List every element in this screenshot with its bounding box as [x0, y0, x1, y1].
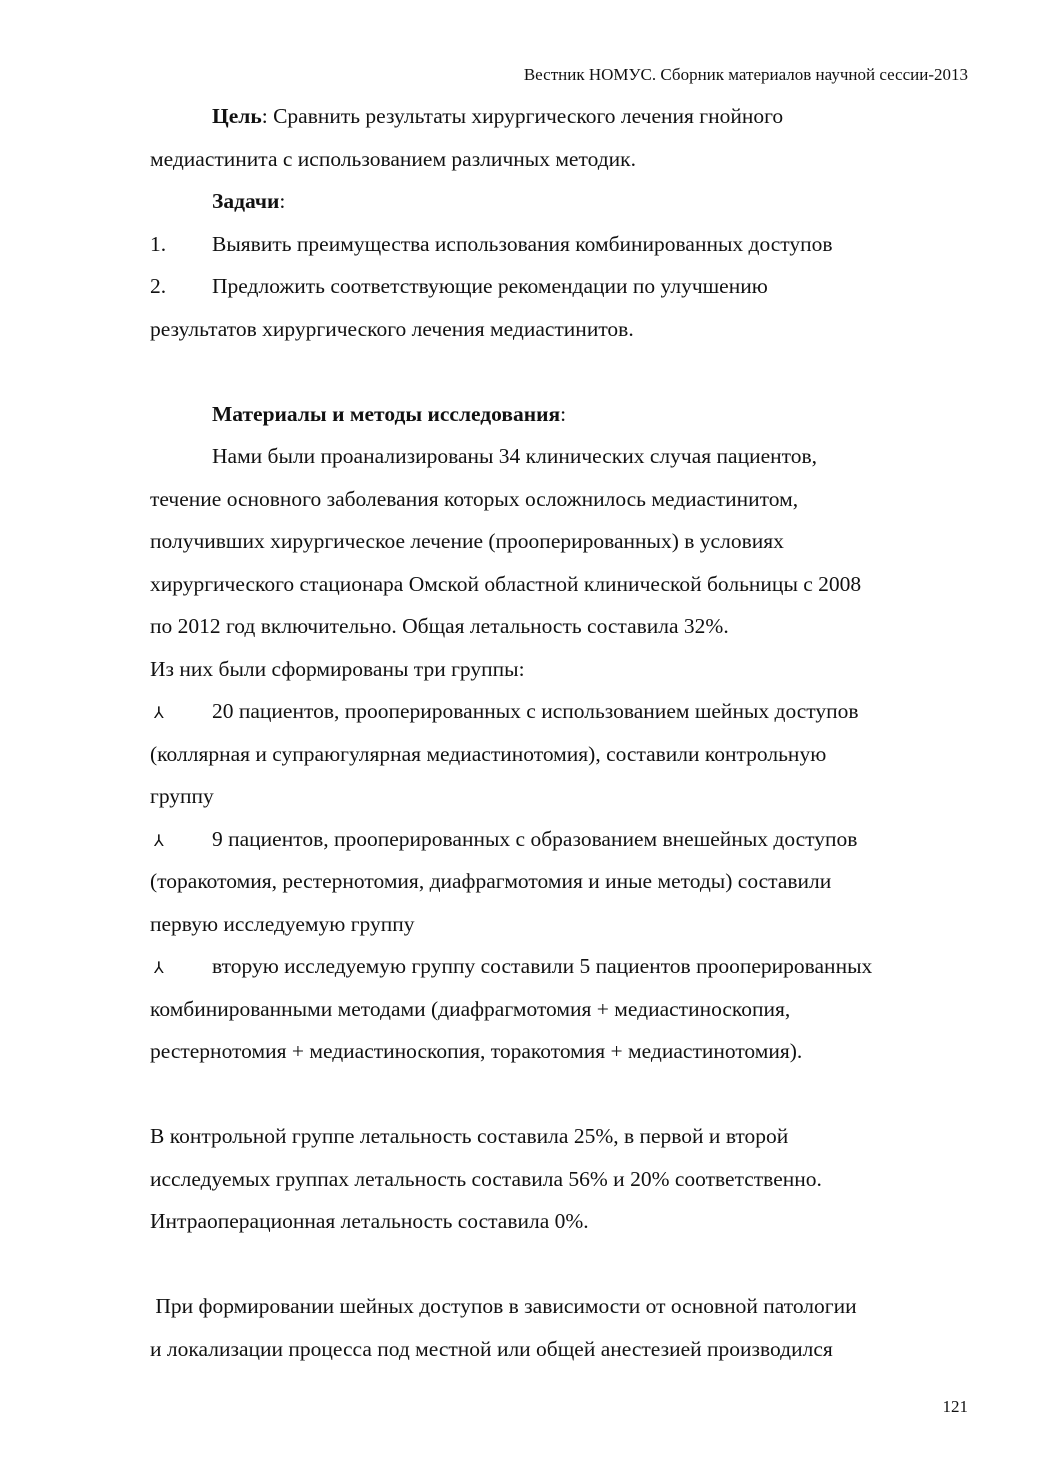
tasks-heading — [150, 180, 968, 223]
group-text-continued: (коллярная и супраюгулярная медиастинотомия), составили контрольную — [150, 741, 827, 766]
results-line: Интраоперационная летальность составила 0%. — [150, 1209, 589, 1233]
task-text: Предложить соответствующие рекомендации по улучшению — [212, 274, 768, 298]
goal-line — [150, 95, 968, 138]
methods-paragraph-line: по 2012 год включительно. Общая летальность составила 32%. — [150, 614, 729, 638]
task-item — [150, 223, 968, 266]
group-bullet-item — [150, 690, 968, 733]
bullet-icon: ⅄ — [154, 960, 164, 977]
methods-label: Материалы и методы исследования — [212, 401, 561, 426]
task-number: 1. — [150, 231, 167, 256]
methods-heading — [150, 393, 968, 436]
task-continuation: результатов хирургического лечения медиастинитов. — [150, 316, 634, 341]
group-text: 20 пациентов, прооперированных с использованием шейных доступов — [212, 699, 859, 723]
goal-line-2: медиастинита с использованием различных методик. — [150, 146, 636, 171]
group-text-continued: комбинированными методами (диафрагмотомия + медиастиноскопия, — [150, 996, 791, 1021]
group-bullet-item — [150, 945, 968, 988]
methods-paragraph-line: Нами были проанализированы 34 клинических случая пациентов, — [212, 444, 818, 468]
goal-text: Сравнить результаты хирургического лечения гнойного — [267, 104, 784, 128]
group-text-continued: (торакотомия, рестернотомия, диафрагмотомия и иные методы) составили — [150, 869, 832, 893]
bullet-icon: ⅄ — [154, 705, 164, 722]
group-text-continued: группу — [150, 784, 214, 808]
group-text-continued: рестернотомия + медиастиноскопия, торакотомия + медиастинотомия). — [150, 1039, 803, 1063]
methods-paragraph-line: получивших хирургическое лечение (прооперированных) в условиях — [150, 529, 784, 553]
group-text: 9 пациентов, прооперированных с образованием внешейных доступов — [212, 826, 858, 851]
group-text: вторую исследуемую группу составили 5 пациентов прооперированных — [212, 954, 873, 978]
access-line: При формировании шейных доступов в зависимости от основной патологии — [150, 1294, 857, 1318]
methods-paragraph-line: Из них были сформированы три группы: — [150, 656, 525, 681]
goal-label: Цель — [212, 104, 262, 128]
access-line: и локализации процесса под местной или общей анестезией производился — [150, 1336, 833, 1361]
results-line: исследуемых группах летальность составила 56% и 20% соответственно. — [150, 1166, 822, 1191]
group-bullet-item — [150, 818, 968, 861]
methods-paragraph-line: хирургического стационара Омской областной клинической больницы с 2008 — [150, 571, 862, 596]
tasks-label: Задачи — [212, 189, 280, 213]
page-number: 121 — [942, 1397, 968, 1416]
tasks-colon: : — [279, 189, 286, 213]
methods-paragraph-line: течение основного заболевания которых осложнилось медиастинитом, — [150, 486, 799, 511]
results-line: В контрольной группе летальность составила 25%, в первой и второй — [150, 1124, 789, 1148]
goal-colon: : — [261, 104, 268, 128]
group-text-continued: первую исследуемую группу — [150, 911, 415, 936]
methods-colon: : — [560, 401, 567, 426]
task-text: Выявить преимущества использования комбинированных доступов — [212, 231, 833, 256]
task-item — [150, 265, 968, 308]
task-number: 2. — [150, 274, 167, 298]
running-header: Вестник НОМУС. Сборник материалов научной сессии-2013 — [523, 65, 968, 84]
page-body — [150, 95, 968, 1370]
bullet-icon: ⅄ — [154, 832, 164, 850]
